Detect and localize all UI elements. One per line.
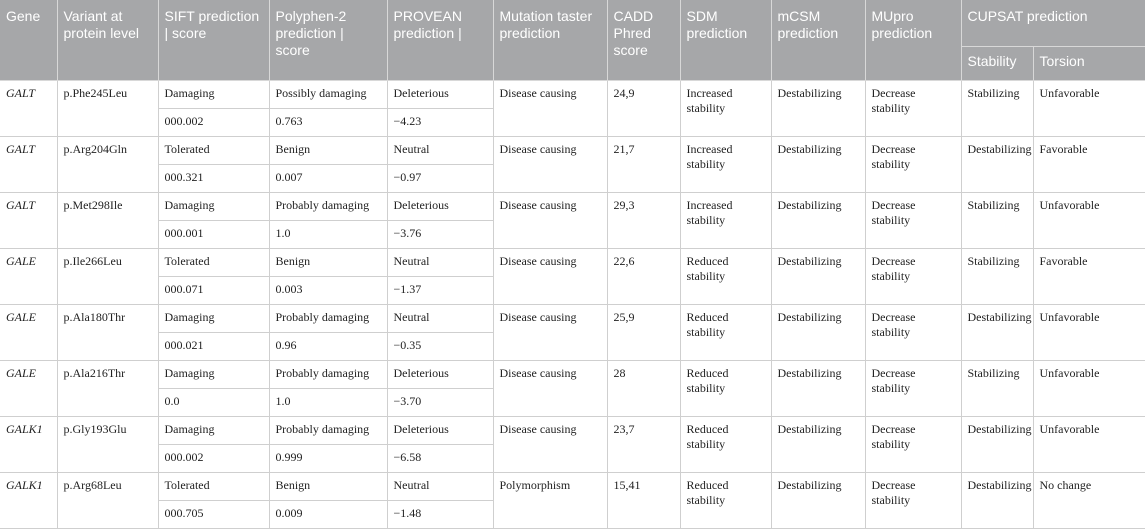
polyphen-prediction-cell: Benign [269, 137, 387, 165]
variant-cell: p.Met298Ile [57, 193, 158, 249]
mcsm-prediction-cell: Destabilizing [771, 81, 865, 137]
cupsat-stability-cell: Destabilizing [961, 417, 1033, 473]
cupsat-torsion-cell: Unfavorable [1033, 417, 1145, 473]
gene-cell: GALE [0, 361, 57, 417]
table-row [0, 81, 1145, 109]
provean-prediction-cell: Deleterious [387, 81, 493, 109]
provean-score-cell: −0.97 [387, 165, 493, 193]
mutation-taster-cell: Disease causing [493, 193, 607, 249]
sift-prediction-cell: Tolerated [158, 473, 269, 501]
table-row [0, 361, 1145, 389]
gene-cell: GALK1 [0, 417, 57, 473]
variant-cell: p.Gly193Glu [57, 417, 158, 473]
mutation-taster-cell: Disease causing [493, 249, 607, 305]
cadd-score-cell: 21,7 [607, 137, 680, 193]
cupsat-torsion-cell: Favorable [1033, 137, 1145, 193]
gene-cell: GALT [0, 81, 57, 137]
polyphen-score-cell: 1.0 [269, 389, 387, 417]
gene-cell: GALE [0, 249, 57, 305]
cupsat-stability-cell: Destabilizing [961, 305, 1033, 361]
sift-score-cell: 000.705 [158, 501, 269, 529]
provean-score-cell: −1.48 [387, 501, 493, 529]
variant-cell: p.Phe245Leu [57, 81, 158, 137]
gene-cell: GALE [0, 305, 57, 361]
polyphen-prediction-cell: Benign [269, 473, 387, 501]
variant-cell: p.Arg204Gln [57, 137, 158, 193]
header-mutation-taster: Mutation taster prediction [493, 0, 607, 81]
provean-score-cell: −3.76 [387, 221, 493, 249]
provean-score-cell: −1.37 [387, 277, 493, 305]
mcsm-prediction-cell: Destabilizing [771, 193, 865, 249]
sdm-prediction-cell: Increased stability [680, 81, 771, 137]
provean-prediction-cell: Deleterious [387, 361, 493, 389]
header-provean: PROVEAN prediction | [387, 0, 493, 81]
mcsm-prediction-cell: Destabilizing [771, 361, 865, 417]
table-body [0, 81, 1145, 529]
mcsm-prediction-cell: Destabilizing [771, 473, 865, 529]
provean-score-cell: −0.35 [387, 333, 493, 361]
mutation-taster-cell: Disease causing [493, 361, 607, 417]
mupro-prediction-cell: Decrease stability [865, 305, 961, 361]
sift-prediction-cell: Tolerated [158, 137, 269, 165]
cadd-score-cell: 25,9 [607, 305, 680, 361]
cadd-score-cell: 23,7 [607, 417, 680, 473]
sift-prediction-cell: Tolerated [158, 249, 269, 277]
cupsat-stability-cell: Stabilizing [961, 81, 1033, 137]
cadd-score-cell: 15,41 [607, 473, 680, 529]
variant-cell: p.Ile266Leu [57, 249, 158, 305]
table-row [0, 137, 1145, 165]
mupro-prediction-cell: Decrease stability [865, 137, 961, 193]
table-row [0, 417, 1145, 445]
cupsat-torsion-cell: Unfavorable [1033, 305, 1145, 361]
sdm-prediction-cell: Reduced stability [680, 417, 771, 473]
variant-cell: p.Arg68Leu [57, 473, 158, 529]
polyphen-score-cell: 0.763 [269, 109, 387, 137]
sift-prediction-cell: Damaging [158, 417, 269, 445]
cupsat-stability-cell: Stabilizing [961, 361, 1033, 417]
sdm-prediction-cell: Reduced stability [680, 473, 771, 529]
table-row [0, 249, 1145, 277]
mupro-prediction-cell: Decrease stability [865, 81, 961, 137]
cupsat-torsion-cell: Unfavorable [1033, 193, 1145, 249]
mupro-prediction-cell: Decrease stability [865, 249, 961, 305]
mutation-taster-cell: Disease causing [493, 305, 607, 361]
mcsm-prediction-cell: Destabilizing [771, 305, 865, 361]
polyphen-score-cell: 0.003 [269, 277, 387, 305]
sdm-prediction-cell: Reduced stability [680, 361, 771, 417]
polyphen-prediction-cell: Probably damaging [269, 417, 387, 445]
cadd-score-cell: 28 [607, 361, 680, 417]
sift-score-cell: 000.002 [158, 109, 269, 137]
provean-prediction-cell: Neutral [387, 305, 493, 333]
provean-score-cell: −3.70 [387, 389, 493, 417]
polyphen-prediction-cell: Probably damaging [269, 361, 387, 389]
sift-score-cell: 000.001 [158, 221, 269, 249]
header-gene: Gene [0, 0, 57, 81]
header-cadd: CADD Phred score [607, 0, 680, 81]
sdm-prediction-cell: Reduced stability [680, 305, 771, 361]
cupsat-torsion-cell: Favorable [1033, 249, 1145, 305]
table-row [0, 193, 1145, 221]
cadd-score-cell: 22,6 [607, 249, 680, 305]
provean-score-cell: −6.58 [387, 445, 493, 473]
table-row [0, 473, 1145, 501]
mutation-taster-cell: Disease causing [493, 137, 607, 193]
cadd-score-cell: 24,9 [607, 81, 680, 137]
mupro-prediction-cell: Decrease stability [865, 193, 961, 249]
polyphen-prediction-cell: Probably damaging [269, 193, 387, 221]
sift-score-cell: 000.071 [158, 277, 269, 305]
mutation-taster-cell: Disease causing [493, 417, 607, 473]
cadd-score-cell: 29,3 [607, 193, 680, 249]
header-variant: Variant at protein level [57, 0, 158, 81]
polyphen-score-cell: 0.007 [269, 165, 387, 193]
provean-prediction-cell: Neutral [387, 137, 493, 165]
variant-cell: p.Ala216Thr [57, 361, 158, 417]
sdm-prediction-cell: Reduced stability [680, 249, 771, 305]
polyphen-score-cell: 0.96 [269, 333, 387, 361]
mupro-prediction-cell: Decrease stability [865, 417, 961, 473]
cupsat-torsion-cell: Unfavorable [1033, 81, 1145, 137]
provean-prediction-cell: Deleterious [387, 193, 493, 221]
provean-prediction-cell: Deleterious [387, 417, 493, 445]
provean-prediction-cell: Neutral [387, 249, 493, 277]
mupro-prediction-cell: Decrease stability [865, 473, 961, 529]
mcsm-prediction-cell: Destabilizing [771, 249, 865, 305]
cupsat-stability-cell: Stabilizing [961, 249, 1033, 305]
polyphen-score-cell: 0.009 [269, 501, 387, 529]
table-row [0, 305, 1145, 333]
cupsat-torsion-cell: No change [1033, 473, 1145, 529]
header-row [0, 0, 1145, 47]
header-sift: SIFT prediction | score [158, 0, 269, 81]
mupro-prediction-cell: Decrease stability [865, 361, 961, 417]
sift-score-cell: 000.002 [158, 445, 269, 473]
mutation-taster-cell: Polymorphism [493, 473, 607, 529]
header-cupsat: CUPSAT prediction [961, 0, 1145, 47]
provean-prediction-cell: Neutral [387, 473, 493, 501]
cupsat-torsion-cell: Unfavorable [1033, 361, 1145, 417]
provean-score-cell: −4.23 [387, 109, 493, 137]
cupsat-stability-cell: Stabilizing [961, 193, 1033, 249]
polyphen-prediction-cell: Benign [269, 249, 387, 277]
sdm-prediction-cell: Increased stability [680, 137, 771, 193]
gene-cell: GALT [0, 193, 57, 249]
header-mupro: MUpro prediction [865, 0, 961, 81]
sift-prediction-cell: Damaging [158, 193, 269, 221]
gene-cell: GALT [0, 137, 57, 193]
sift-prediction-cell: Damaging [158, 361, 269, 389]
header-cupsat-stability: Stability [961, 47, 1033, 81]
polyphen-score-cell: 1.0 [269, 221, 387, 249]
header-mcsm: mCSM prediction [771, 0, 865, 81]
mutation-taster-cell: Disease causing [493, 81, 607, 137]
gene-cell: GALK1 [0, 473, 57, 529]
header-sdm: SDM prediction [680, 0, 771, 81]
sift-prediction-cell: Damaging [158, 81, 269, 109]
polyphen-prediction-cell: Possibly damaging [269, 81, 387, 109]
sift-prediction-cell: Damaging [158, 305, 269, 333]
sift-score-cell: 0.0 [158, 389, 269, 417]
polyphen-prediction-cell: Probably damaging [269, 305, 387, 333]
header-cupsat-torsion: Torsion [1033, 47, 1145, 81]
polyphen-score-cell: 0.999 [269, 445, 387, 473]
header-polyphen: Polyphen-2 prediction | score [269, 0, 387, 81]
variant-cell: p.Ala180Thr [57, 305, 158, 361]
sdm-prediction-cell: Increased stability [680, 193, 771, 249]
mcsm-prediction-cell: Destabilizing [771, 137, 865, 193]
mcsm-prediction-cell: Destabilizing [771, 417, 865, 473]
cupsat-stability-cell: Destabilizing [961, 137, 1033, 193]
sift-score-cell: 000.021 [158, 333, 269, 361]
sift-score-cell: 000.321 [158, 165, 269, 193]
cupsat-stability-cell: Destabilizing [961, 473, 1033, 529]
